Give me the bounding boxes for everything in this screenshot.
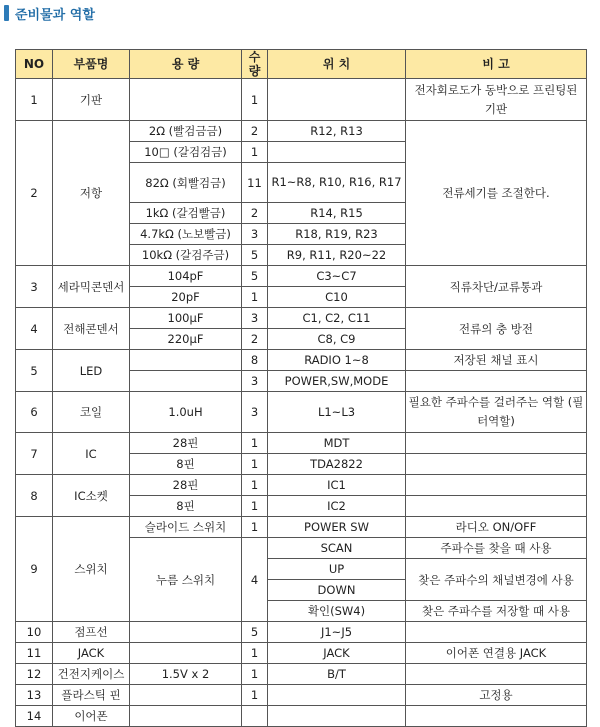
cell-capacity: 2Ω (빨검금금) <box>130 121 242 142</box>
cell-note: 찾은 주파수를 저장할 때 사용 <box>406 601 587 622</box>
cell-note <box>406 622 587 643</box>
table-row <box>16 350 587 371</box>
header-name: 부품명 <box>53 50 130 79</box>
cell-capacity: 82Ω (회빨검금) <box>130 163 242 203</box>
heading-text: 준비물과 역할 <box>15 7 95 23</box>
cell-qty: 2 <box>242 329 268 350</box>
cell-position: RADIO 1~8 <box>268 350 406 371</box>
cell-name: 점프선 <box>53 622 130 643</box>
cell-position: TDA2822 <box>268 454 406 475</box>
cell-no: 5 <box>16 350 53 392</box>
cell-qty: 1 <box>242 517 268 538</box>
table-row <box>16 622 587 643</box>
cell-name: 건전지케이스 <box>53 664 130 685</box>
cell-capacity: 8핀 <box>130 496 242 517</box>
cell-position: C10 <box>268 287 406 308</box>
cell-note: 라디오 ON/OFF <box>406 517 587 538</box>
cell-qty: 5 <box>242 622 268 643</box>
cell-capacity <box>130 79 242 121</box>
cell-position <box>268 142 406 163</box>
cell-qty: 1 <box>242 643 268 664</box>
cell-capacity: 10□ (갈검검금) <box>130 142 242 163</box>
cell-no: 14 <box>16 706 53 727</box>
cell-no: 13 <box>16 685 53 706</box>
table-row <box>16 121 587 142</box>
cell-position: R9, R11, R20~22 <box>268 245 406 266</box>
cell-capacity: 28핀 <box>130 475 242 496</box>
cell-name: 플라스틱 핀 <box>53 685 130 706</box>
table-row <box>16 392 587 433</box>
cell-position <box>268 79 406 121</box>
cell-qty: 1 <box>242 475 268 496</box>
cell-capacity <box>130 371 242 392</box>
cell-capacity: 1.5V x 2 <box>130 664 242 685</box>
cell-position: DOWN <box>268 580 406 601</box>
table-row <box>16 433 587 454</box>
cell-name: 스위치 <box>53 517 130 622</box>
cell-note: 찾은 주파수의 채널변경에 사용 <box>406 559 587 601</box>
cell-note: 이어폰 연결용 JACK <box>406 643 587 664</box>
cell-name: 전해콘덴서 <box>53 308 130 350</box>
cell-capacity: 1kΩ (갈검빨금) <box>130 203 242 224</box>
cell-qty: 1 <box>242 142 268 163</box>
cell-no: 8 <box>16 475 53 517</box>
cell-capacity <box>130 706 242 727</box>
cell-position: POWER SW <box>268 517 406 538</box>
cell-position: SCAN <box>268 538 406 559</box>
cell-note: 직류차단/교류통과 <box>406 266 587 308</box>
cell-note: 고정용 <box>406 685 587 706</box>
table-row <box>16 664 587 685</box>
cell-no: 9 <box>16 517 53 622</box>
cell-note <box>406 475 587 496</box>
cell-note <box>406 706 587 727</box>
cell-qty: 1 <box>242 287 268 308</box>
cell-qty: 1 <box>242 433 268 454</box>
cell-no: 3 <box>16 266 53 308</box>
cell-capacity <box>130 622 242 643</box>
cell-capacity: 슬라이드 스위치 <box>130 517 242 538</box>
table-row <box>16 266 587 287</box>
cell-no: 2 <box>16 121 53 266</box>
table-row <box>16 706 587 727</box>
cell-qty: 11 <box>242 163 268 203</box>
cell-name: 이어폰 <box>53 706 130 727</box>
cell-note <box>406 664 587 685</box>
header-qty: 수량 <box>242 50 268 79</box>
cell-position: IC2 <box>268 496 406 517</box>
cell-qty: 5 <box>242 245 268 266</box>
cell-position: R1~R8, R10, R16, R17 <box>268 163 406 203</box>
table-header-row <box>16 50 587 79</box>
cell-position: R18, R19, R23 <box>268 224 406 245</box>
cell-capacity: 8핀 <box>130 454 242 475</box>
cell-qty: 1 <box>242 664 268 685</box>
cell-name: LED <box>53 350 130 392</box>
parts-table <box>15 49 587 727</box>
cell-no: 10 <box>16 622 53 643</box>
cell-qty <box>242 706 268 727</box>
cell-note <box>406 371 587 392</box>
cell-position: R14, R15 <box>268 203 406 224</box>
table-row <box>16 685 587 706</box>
cell-position: MDT <box>268 433 406 454</box>
cell-position: UP <box>268 559 406 580</box>
cell-qty: 1 <box>242 685 268 706</box>
cell-qty: 2 <box>242 121 268 142</box>
cell-capacity: 220μF <box>130 329 242 350</box>
cell-qty: 3 <box>242 392 268 433</box>
cell-position: R12, R13 <box>268 121 406 142</box>
cell-note: 저장된 채널 표시 <box>406 350 587 371</box>
cell-capacity: 10kΩ (갈검주금) <box>130 245 242 266</box>
cell-qty: 3 <box>242 224 268 245</box>
cell-position: 확인(SW4) <box>268 601 406 622</box>
cell-note: 전류세기를 조절한다. <box>406 121 587 266</box>
cell-note: 전자회로도가 동박으로 프린팅된 기판 <box>406 79 587 121</box>
cell-no: 1 <box>16 79 53 121</box>
cell-position: JACK <box>268 643 406 664</box>
cell-qty: 8 <box>242 350 268 371</box>
cell-capacity: 28핀 <box>130 433 242 454</box>
cell-note: 전류의 충 방전 <box>406 308 587 350</box>
cell-name: 저항 <box>53 121 130 266</box>
cell-capacity <box>130 643 242 664</box>
cell-capacity: 100μF <box>130 308 242 329</box>
cell-name: 세라믹콘덴서 <box>53 266 130 308</box>
header-capacity: 용 량 <box>130 50 242 79</box>
heading-bar-icon <box>4 5 9 21</box>
cell-capacity: 20pF <box>130 287 242 308</box>
cell-qty: 4 <box>242 538 268 622</box>
cell-capacity: 104pF <box>130 266 242 287</box>
section-heading <box>4 3 95 23</box>
cell-name: JACK <box>53 643 130 664</box>
header-no: NO <box>16 50 53 79</box>
table-row <box>16 643 587 664</box>
cell-position: B/T <box>268 664 406 685</box>
cell-no: 4 <box>16 308 53 350</box>
cell-no: 12 <box>16 664 53 685</box>
cell-position: C3~C7 <box>268 266 406 287</box>
cell-position: J1~J5 <box>268 622 406 643</box>
cell-capacity: 누름 스위치 <box>130 538 242 622</box>
cell-position: C8, C9 <box>268 329 406 350</box>
table-row <box>16 517 587 538</box>
cell-qty: 1 <box>242 496 268 517</box>
header-note: 비 고 <box>406 50 587 79</box>
cell-qty: 2 <box>242 203 268 224</box>
cell-name: 기판 <box>53 79 130 121</box>
cell-name: IC <box>53 433 130 475</box>
cell-qty: 1 <box>242 454 268 475</box>
cell-position: IC1 <box>268 475 406 496</box>
cell-no: 6 <box>16 392 53 433</box>
cell-qty: 1 <box>242 79 268 121</box>
header-position: 위 치 <box>268 50 406 79</box>
table-row <box>16 79 587 121</box>
cell-qty: 5 <box>242 266 268 287</box>
cell-no: 7 <box>16 433 53 475</box>
cell-capacity: 1.0uH <box>130 392 242 433</box>
cell-name: 코일 <box>53 392 130 433</box>
cell-capacity: 4.7kΩ (노보빨금) <box>130 224 242 245</box>
cell-name: IC소켓 <box>53 475 130 517</box>
cell-note <box>406 454 587 475</box>
cell-note: 필요한 주파수를 걸러주는 역할 (필터역할) <box>406 392 587 433</box>
cell-note <box>406 496 587 517</box>
cell-position <box>268 685 406 706</box>
cell-qty: 3 <box>242 371 268 392</box>
cell-note: 주파수를 찾을 때 사용 <box>406 538 587 559</box>
cell-no: 11 <box>16 643 53 664</box>
cell-capacity <box>130 350 242 371</box>
cell-qty: 3 <box>242 308 268 329</box>
cell-note <box>406 433 587 454</box>
table-row <box>16 308 587 329</box>
cell-position: C1, C2, C11 <box>268 308 406 329</box>
cell-position <box>268 706 406 727</box>
cell-capacity <box>130 685 242 706</box>
cell-position: L1~L3 <box>268 392 406 433</box>
cell-position: POWER,SW,MODE <box>268 371 406 392</box>
table-row <box>16 475 587 496</box>
